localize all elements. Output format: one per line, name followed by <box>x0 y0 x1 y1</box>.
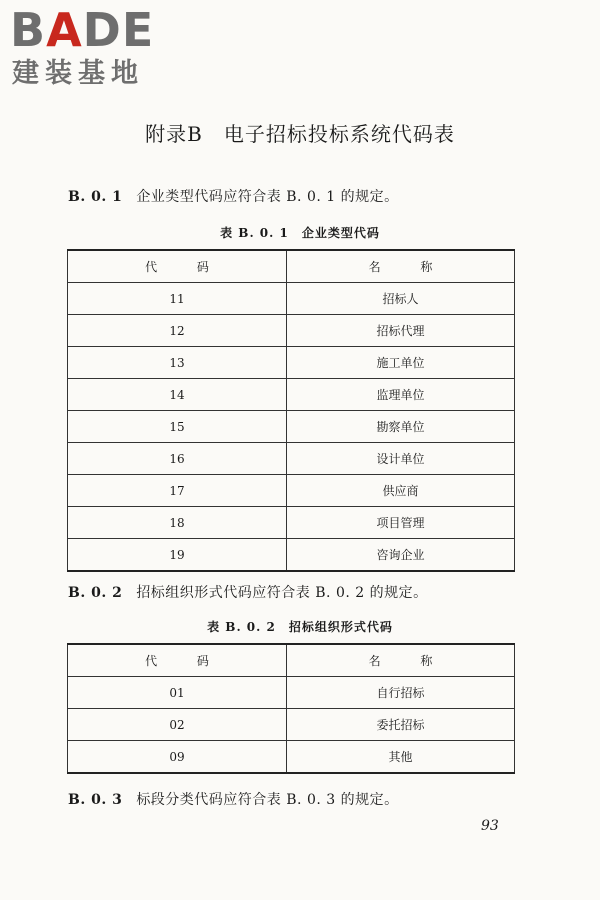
logo-wordmark <box>10 4 154 56</box>
code-cell: 11 <box>68 283 287 315</box>
code-cell: 19 <box>68 539 287 572</box>
logo-letter-a: A <box>46 3 83 57</box>
name-cell: 咨询企业 <box>287 539 515 572</box>
logo-subtitle: 建装基地 <box>12 58 144 89</box>
clause-text: 标段分类代码应符合表 B. 0. 3 的规定。 <box>136 792 399 808</box>
column-header-name: 名 称 <box>287 644 515 677</box>
name-cell: 招标人 <box>287 283 515 315</box>
name-cell: 监理单位 <box>287 379 515 411</box>
table-caption-b01: 表 B. 0. 1 企业类型代码 <box>220 226 380 240</box>
table-row <box>68 709 515 741</box>
clause-number: B. 0. 1 <box>68 189 123 205</box>
table-row <box>68 315 515 347</box>
name-cell: 施工单位 <box>287 347 515 379</box>
table-tender-organization-codes <box>67 643 515 774</box>
table-row <box>68 677 515 709</box>
table-header-row <box>68 644 515 677</box>
name-cell: 项目管理 <box>287 507 515 539</box>
table-header-row <box>68 250 515 283</box>
table-row <box>68 347 515 379</box>
table-row <box>68 507 515 539</box>
clause-b01 <box>68 186 399 206</box>
code-cell: 01 <box>68 677 287 709</box>
bade-logo <box>10 4 180 94</box>
code-cell: 14 <box>68 379 287 411</box>
name-cell: 设计单位 <box>287 443 515 475</box>
code-cell: 09 <box>68 741 287 774</box>
name-cell: 其他 <box>287 741 515 774</box>
clause-b03 <box>68 789 399 809</box>
table-row <box>68 443 515 475</box>
table-row <box>68 741 515 774</box>
clause-number: B. 0. 2 <box>68 585 123 601</box>
column-header-code: 代 码 <box>68 250 287 283</box>
clause-text: 企业类型代码应符合表 B. 0. 1 的规定。 <box>136 189 399 205</box>
table-row <box>68 539 515 572</box>
table-row <box>68 411 515 443</box>
column-header-name: 名 称 <box>287 250 515 283</box>
table-enterprise-type-codes <box>67 249 515 572</box>
name-cell: 勘察单位 <box>287 411 515 443</box>
logo-letter-b: B <box>10 3 47 57</box>
page-title: 附录B 电子招标投标系统代码表 <box>145 122 455 146</box>
clause-text: 招标组织形式代码应符合表 B. 0. 2 的规定。 <box>136 585 428 601</box>
name-cell: 委托招标 <box>287 709 515 741</box>
logo-letters-de: DE <box>82 3 155 57</box>
name-cell: 供应商 <box>287 475 515 507</box>
table-row <box>68 379 515 411</box>
clause-number: B. 0. 3 <box>68 792 123 808</box>
table-caption-b02: 表 B. 0. 2 招标组织形式代码 <box>207 620 393 634</box>
page-number: 93 <box>481 818 499 834</box>
code-cell: 16 <box>68 443 287 475</box>
table-row <box>68 283 515 315</box>
column-header-code: 代 码 <box>68 644 287 677</box>
code-cell: 18 <box>68 507 287 539</box>
clause-b02 <box>68 582 428 602</box>
code-cell: 13 <box>68 347 287 379</box>
code-cell: 02 <box>68 709 287 741</box>
code-cell: 15 <box>68 411 287 443</box>
name-cell: 自行招标 <box>287 677 515 709</box>
code-cell: 12 <box>68 315 287 347</box>
name-cell: 招标代理 <box>287 315 515 347</box>
code-cell: 17 <box>68 475 287 507</box>
table-row <box>68 475 515 507</box>
